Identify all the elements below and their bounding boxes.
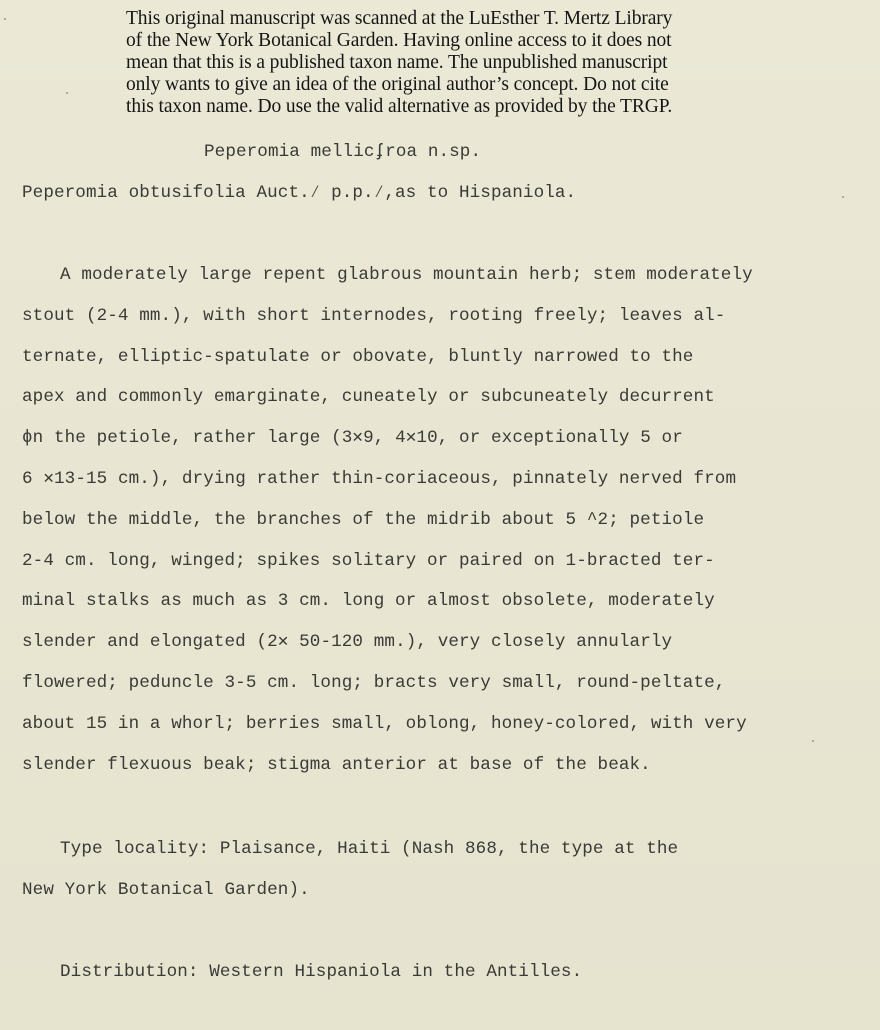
description-line: ɸn the petiole, rather large (3✕9, 4✕10, or exceptionally 5 or — [22, 428, 683, 449]
library-disclaimer — [126, 8, 766, 118]
description-line: below the middle, the branches of the midrib about 5 ^2; petiole — [22, 509, 705, 530]
description-line: slender flexuous beak; stigma anterior at base of the beak. — [22, 754, 651, 775]
description-line: apex and commonly emarginate, cuneately or subcuneately decurrent — [22, 387, 715, 408]
paper-speck — [66, 92, 68, 94]
paper-speck — [812, 740, 814, 742]
disclaimer-line: this taxon name. Do use the valid alternative as provided by the TRGP. — [126, 96, 673, 117]
distribution-line: Distribution: Western Hispaniola in the Antilles. — [60, 962, 583, 982]
type-locality-line: Type locality: Plaisance, Haiti (Nash 868, the type at the — [60, 839, 679, 859]
description-line: minal stalks as much as 3 cm. long or almost obsolete, moderately — [22, 591, 715, 612]
description-line: stout (2-4 mm.), with short internodes, rooting freely; leaves al- — [22, 305, 726, 326]
disclaimer-line: This original manuscript was scanned at the LuEsther T. Mertz Library — [126, 8, 673, 29]
paper-speck — [4, 18, 6, 20]
description-line: A moderately large repent glabrous mountain herb; stem moderately — [60, 265, 753, 285]
disclaimer-line: of the New York Botanical Garden. Having online access to it does not — [126, 30, 672, 51]
description-line: ternate, elliptic-spatulate or obovate, bluntly narrowed to the — [22, 346, 694, 367]
species-title: Peperomia mellicʄroa n.sp. — [204, 142, 482, 162]
type-locality-line: New York Botanical Garden). — [22, 880, 310, 900]
disclaimer-line: mean that this is a published taxon name. The unpublished manuscript — [126, 52, 668, 73]
type-locality — [22, 838, 678, 920]
description-line: about 15 in a whorl; berries small, oblong, honey-colored, with very — [22, 713, 747, 734]
description-line: 2-4 cm. long, winged; spikes solitary or paired on 1-bracted ter- — [22, 550, 715, 571]
description-line: slender and elongated (2✕ 50-120 mm.), very closely annularly — [22, 632, 673, 653]
description-line: 6 ✕13-15 cm.), drying rather thin-coriaceous, pinnately nerved from — [22, 468, 737, 489]
disclaimer-line: only wants to give an idea of the original author’s concept. Do not cite — [126, 74, 669, 95]
description-line: flowered; peduncle 3-5 cm. long; bracts very small, round-peltate, — [22, 672, 726, 693]
synonym-line: Peperomia obtusifolia Auct.⁄ p.p.⁄,as to Hispaniola. — [22, 183, 577, 203]
species-description — [22, 264, 753, 794]
paper-speck — [842, 196, 844, 198]
